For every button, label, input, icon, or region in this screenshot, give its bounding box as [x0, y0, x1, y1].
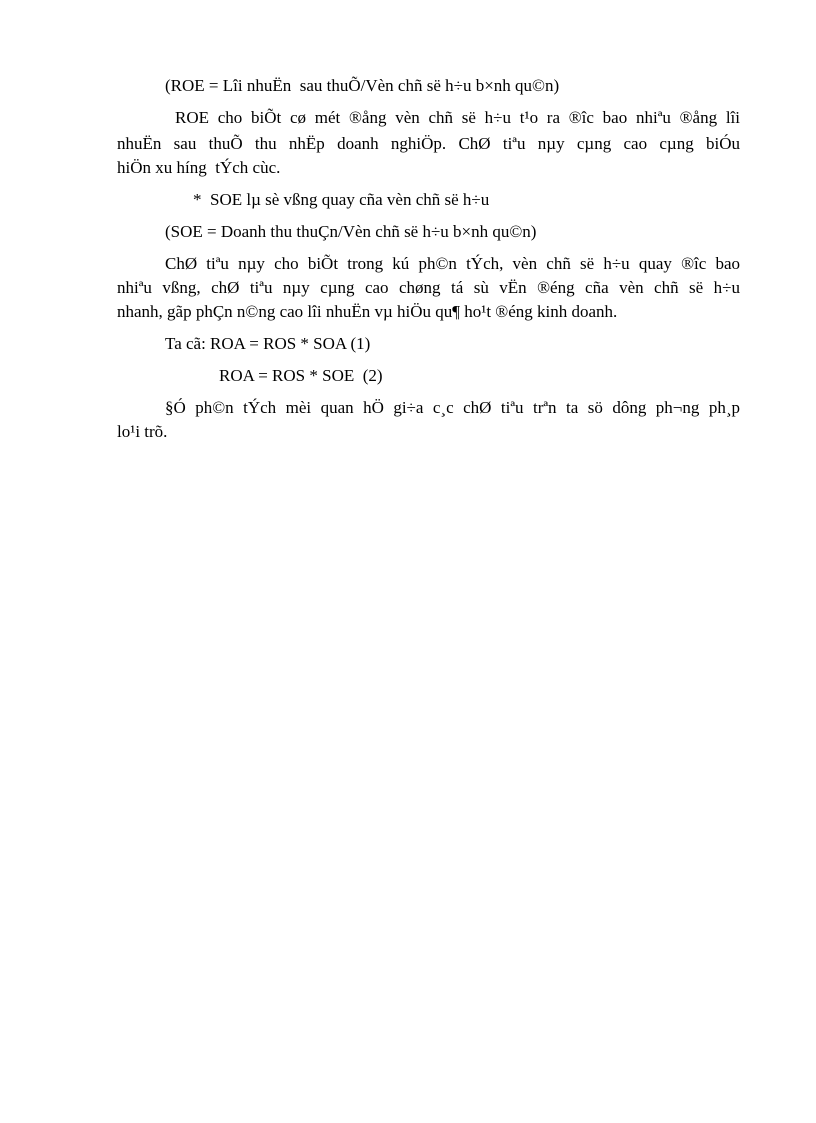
soe-formula-line: (SOE = Doanh thu thuÇn/Vèn chñ së h÷u b×nh qu©n): [165, 222, 537, 241]
analysis-paragraph-line-2: lo¹i trõ.: [117, 422, 168, 441]
soe-paragraph-line-2: nhiªu vßng, chØ tiªu nµy cµng cao chøng tá sù vËn ®éng cña vèn chñ së h÷u: [117, 278, 740, 297]
roe-paragraph-line-1: ROE cho biÕt cø mét ®ång vèn chñ së h÷u t¹o ra ®îc bao nhiªu ®ång lîi: [175, 108, 740, 127]
soe-paragraph-line-3: nhanh, gãp phÇn n©ng cao lîi nhuËn vµ hiÖu qu¶ ho¹t ®éng kinh doanh.: [117, 302, 618, 321]
equation-line-2: ROA = ROS * SOE (2): [219, 366, 383, 385]
roe-formula-line: (ROE = Lîi nhuËn sau thuÕ/Vèn chñ së h÷u b×nh qu©n): [165, 76, 560, 95]
soe-paragraph-line-1: ChØ tiªu nµy cho biÕt trong kú ph©n tÝch, vèn chñ së h÷u quay ®îc bao: [165, 254, 740, 273]
analysis-paragraph-line-1: §Ó ph©n tÝch mèi quan hÖ gi÷a c¸c chØ tiªu trªn ta sö dông ph¬ng ph¸p: [165, 398, 740, 417]
soe-bullet-line: * SOE lµ sè vßng quay cña vèn chñ së h÷u: [193, 190, 490, 209]
roe-paragraph-line-2: nhuËn sau thuÕ thu nhËp doanh nghiÖp. ChØ tiªu nµy cµng cao cµng biÓu: [117, 134, 740, 153]
equation-line-1: Ta cã: ROA = ROS * SOA (1): [165, 334, 371, 353]
roe-paragraph-line-3: hiÖn xu híng tÝch cùc.: [117, 158, 281, 177]
